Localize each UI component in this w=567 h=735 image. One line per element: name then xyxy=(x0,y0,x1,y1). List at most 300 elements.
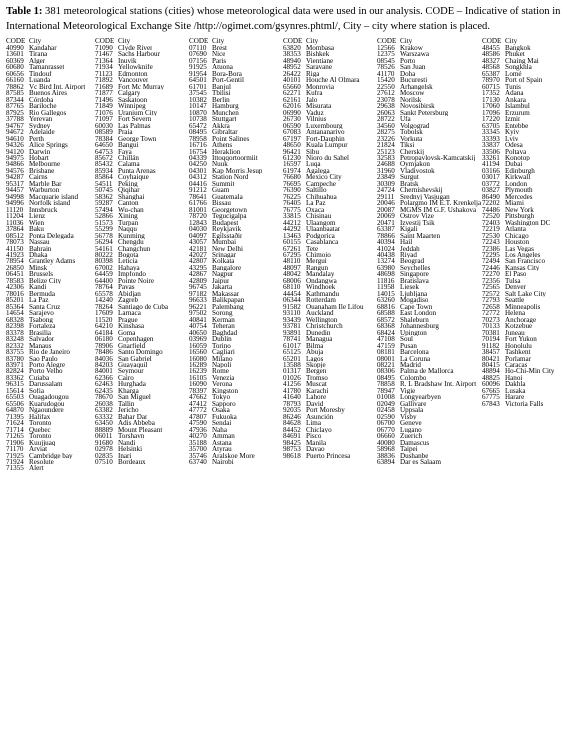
station-city: Nagpur xyxy=(212,271,234,278)
station-city: Lusaka xyxy=(505,387,526,395)
station-code: 67083 xyxy=(283,129,301,136)
station-code: 65578 xyxy=(95,290,113,298)
station-code: 08495 xyxy=(189,129,207,136)
station-code: 83971 xyxy=(6,361,24,369)
station-city: Skopje xyxy=(306,361,326,369)
station-city: Makassar xyxy=(212,290,240,298)
station-city: Osaka xyxy=(212,407,230,414)
station-city: Turpan xyxy=(118,219,139,227)
station-code: 40394 xyxy=(377,239,395,246)
station-city: Verona xyxy=(212,381,233,388)
station-code: 87765 xyxy=(6,103,24,110)
station-code: 72243 xyxy=(482,239,500,246)
station-city: Abidjan xyxy=(118,290,141,298)
station-city: Porto Alegre xyxy=(29,361,66,369)
station-city: Fort-Dauphin xyxy=(306,135,345,143)
station-code: 68816 xyxy=(377,303,395,311)
station-city: Hahaya xyxy=(118,264,140,272)
station-city: Odesa xyxy=(505,142,523,149)
station-city: Honolulu xyxy=(505,342,532,350)
station-city: Juneau xyxy=(505,329,525,337)
station-city: Vladivostok xyxy=(400,167,435,175)
station-city: Paris xyxy=(212,57,227,65)
station-city: New York xyxy=(505,206,534,214)
station-city: Ondangwa xyxy=(306,277,337,285)
station-code: 48825 xyxy=(482,374,500,382)
column-header xyxy=(377,38,482,45)
station-city: Lagos xyxy=(306,355,324,362)
station-city: Darwin xyxy=(29,148,51,155)
station-city: Kerman xyxy=(212,316,235,324)
station-city: Chaing Mai xyxy=(505,57,539,65)
table-row xyxy=(6,465,95,471)
station-city: Seattle xyxy=(505,297,525,304)
station-code: 01317 xyxy=(283,368,301,375)
station-code: 04030 xyxy=(189,226,207,233)
station-code: 63980 xyxy=(377,264,395,272)
station-code: 67665 xyxy=(482,387,500,395)
station-code: 94767 xyxy=(6,122,24,130)
station-city: Saskatoon xyxy=(118,96,148,104)
station-city: Shanghai xyxy=(118,193,145,201)
station-code: 64400 xyxy=(95,277,113,285)
station-city: Petropavlovsk-Kamcatskij xyxy=(400,154,476,162)
station-city: Novosibirsk xyxy=(400,103,435,110)
station-code: 78958 xyxy=(189,135,207,143)
station-city: Kuujjuaq xyxy=(29,439,56,447)
station-city: Palembang xyxy=(212,303,244,311)
station-code: 47772 xyxy=(189,407,207,414)
station-code: 76390 xyxy=(283,187,301,194)
station-city: Sao Paulo xyxy=(29,355,58,362)
station-code: 78670 xyxy=(95,394,113,401)
station-city: Kathmandu xyxy=(306,290,340,298)
station-code: 65387 xyxy=(482,70,500,78)
station-code: 07510 xyxy=(95,459,113,466)
station-city: Windhoek xyxy=(306,284,336,291)
station-code: 94996 xyxy=(6,200,24,207)
station-code: 68328 xyxy=(6,316,24,324)
station-city: Porto Velho xyxy=(29,368,63,375)
station-code: 85432 xyxy=(95,161,113,168)
station-city: Singapore xyxy=(400,271,429,278)
station-city: Porlamar xyxy=(505,355,532,362)
station-code: 71877 xyxy=(95,90,113,97)
station-city: Goma xyxy=(118,329,136,337)
station-code: 65660 xyxy=(283,83,301,91)
station-code: 72658 xyxy=(482,303,500,311)
station-code: 61701 xyxy=(189,83,207,91)
station-city: Santiago de Cuba xyxy=(118,303,169,311)
station-city: Campeche xyxy=(306,180,336,188)
station-city: Prague xyxy=(118,316,138,324)
station-city: Atuona xyxy=(212,64,233,71)
station-city: Toronto xyxy=(29,420,52,427)
station-code: 42027 xyxy=(189,252,207,259)
station-city: Santa Cruz xyxy=(29,303,61,311)
station-city: Akkra xyxy=(212,122,230,130)
station-code: 40841 xyxy=(189,316,207,324)
station-code: 17609 xyxy=(95,310,113,317)
station-code: 41024 xyxy=(377,245,395,252)
station-code: 04301 xyxy=(189,167,207,175)
station-city: Tamanrasset xyxy=(29,64,65,71)
station-city: Agalega xyxy=(306,167,330,175)
station-code: 71265 xyxy=(6,433,24,440)
station-code: 71924 xyxy=(6,459,24,466)
station-code: 27612 xyxy=(377,90,395,97)
station-code: 47108 xyxy=(377,336,395,343)
station-city: Pusan xyxy=(400,342,417,350)
station-city: Tokyo xyxy=(212,394,231,401)
station-code: 06770 xyxy=(377,426,395,434)
station-code: 06451 xyxy=(6,271,24,278)
station-code: 64753 xyxy=(95,148,113,155)
station-code: 72494 xyxy=(482,258,500,265)
station-code: 71395 xyxy=(6,413,24,421)
station-code: 16059 xyxy=(189,342,207,350)
station-city: Dar es Salaam xyxy=(400,459,441,466)
station-city: Kharga xyxy=(118,387,139,395)
station-city: Brisbane xyxy=(29,167,55,175)
station-code: 82398 xyxy=(6,323,24,330)
station-city: Buenos Aires xyxy=(29,90,68,97)
station-code: 84628 xyxy=(283,420,301,427)
station-city: Nandi xyxy=(118,439,136,447)
station-city: Edmonton xyxy=(118,70,148,78)
station-city: Vilnius xyxy=(306,116,327,123)
station-city: Inuvik xyxy=(118,57,137,65)
header-city: City xyxy=(400,38,413,45)
station-city: Fukuoka xyxy=(212,413,237,421)
station-code: 71076 xyxy=(95,109,113,117)
station-city: Copenhagen xyxy=(118,336,154,343)
station-code: 22550 xyxy=(377,83,395,91)
station-code: 16289 xyxy=(189,361,207,369)
station-city: Bordeaux xyxy=(118,459,146,466)
station-code: 04416 xyxy=(189,180,207,188)
header-code: CODE xyxy=(189,38,209,45)
station-code: 52866 xyxy=(95,213,113,220)
station-code: 71892 xyxy=(95,77,113,84)
station-city: Wellington xyxy=(306,316,338,324)
station-code: 60096 xyxy=(482,381,500,388)
station-city: Georgetown xyxy=(212,206,247,214)
station-code: 61017 xyxy=(283,342,301,350)
station-code: 02458 xyxy=(377,407,395,414)
station-city: Konotop xyxy=(505,154,530,162)
station-city: San Francisco xyxy=(505,258,545,265)
station-city: Mogadiso xyxy=(400,297,429,304)
station-code: 48568 xyxy=(482,64,500,71)
station-city: Winnipeg xyxy=(118,103,146,110)
station-code: 94457 xyxy=(6,187,24,194)
station-city: Uranium City xyxy=(118,109,158,117)
column-header xyxy=(189,38,283,45)
station-code: 72386 xyxy=(482,245,500,252)
station-city: Cairns xyxy=(29,174,48,181)
station-city: Luxembourg xyxy=(306,122,343,130)
station-city: Karachi xyxy=(306,387,329,395)
station-code: 85201 xyxy=(6,297,24,304)
station-code: 38836 xyxy=(377,452,395,459)
station-code: 24688 xyxy=(377,161,395,168)
station-city: Minneapolis xyxy=(505,303,541,311)
station-code: 44454 xyxy=(283,290,301,298)
station-code: 48894 xyxy=(482,368,500,375)
station-city: Tashkent xyxy=(505,349,531,356)
station-city: Longyearbyen xyxy=(400,394,441,401)
station-code: 65472 xyxy=(189,122,207,130)
station-code: 54161 xyxy=(95,245,113,252)
station-city: Bora-Bora xyxy=(212,70,242,78)
station-city: Rotterdam xyxy=(306,297,336,304)
station-code: 01026 xyxy=(283,374,301,382)
station-city: Fort Mc Murray xyxy=(118,83,165,91)
station-city: Amman xyxy=(212,433,235,440)
station-city: Sachs Harbour xyxy=(118,51,160,58)
station-city: Córdoba xyxy=(29,96,54,104)
station-city: Chimoio xyxy=(306,252,331,259)
station-city: Lomé xyxy=(505,70,522,78)
station-city: Kirkwall xyxy=(505,174,531,181)
station-city: Larnaca xyxy=(118,310,141,317)
station-code: 57494 xyxy=(95,206,113,214)
station-city: Tunis xyxy=(505,83,521,91)
header-city: City xyxy=(505,38,518,45)
station-code: 41194 xyxy=(482,161,500,168)
station-city: Warszawa xyxy=(400,51,429,58)
station-city: Toronto xyxy=(29,433,52,440)
station-city: La Paz xyxy=(306,200,326,207)
station-city: Chicago xyxy=(505,232,529,240)
station-city: Moscow xyxy=(400,90,425,97)
station-city: Bucuresti xyxy=(400,77,428,84)
station-city: Tbilisi xyxy=(212,90,231,97)
station-code: 03772 xyxy=(482,180,500,188)
station-code: 48940 xyxy=(283,57,301,65)
station-city: Podgorica xyxy=(306,232,335,240)
station-city: Las Palmas xyxy=(118,122,151,130)
station-city: Pavas xyxy=(118,284,135,291)
station-code: 66160 xyxy=(6,77,24,84)
station-city: Bratislava xyxy=(400,277,429,285)
station-city: Canton xyxy=(118,200,139,207)
station-city: Plymouth xyxy=(505,187,533,194)
station-code: 82332 xyxy=(6,342,24,350)
station-city: Bissau xyxy=(212,200,231,207)
station-code: 48952 xyxy=(283,64,301,71)
station-code: 64459 xyxy=(95,271,113,278)
station-city: San Miguel xyxy=(118,394,151,401)
station-code: 08512 xyxy=(6,232,24,240)
station-code: 42807 xyxy=(189,258,207,265)
station-code: 98618 xyxy=(283,452,301,459)
station-city: Riyad xyxy=(400,252,417,259)
station-code: 78970 xyxy=(482,77,500,84)
station-city: Salvador xyxy=(29,336,55,343)
station-code: 94326 xyxy=(6,142,24,149)
station-code: 10147 xyxy=(189,103,207,110)
station-table xyxy=(6,38,561,688)
station-city: Mumbai xyxy=(212,239,237,246)
station-code: 37788 xyxy=(6,116,24,123)
station-code: 71170 xyxy=(6,446,24,453)
station-city: Beograd xyxy=(400,258,425,265)
station-code: 62016 xyxy=(283,103,301,110)
station-city: Madrid xyxy=(400,361,421,369)
station-code: 33506 xyxy=(482,148,500,155)
station-city: Casablanca xyxy=(306,239,339,246)
station-city: Wien xyxy=(29,219,45,227)
station-code: 65506 xyxy=(6,400,24,408)
station-code: 07110 xyxy=(189,45,207,52)
station-code: 31960 xyxy=(377,167,395,175)
station-code: 71934 xyxy=(95,64,113,71)
station-city: El Paso xyxy=(505,271,527,278)
station-city: Tindouf xyxy=(29,70,52,78)
station-city: Luqa xyxy=(306,161,321,168)
station-code: 62271 xyxy=(283,90,301,97)
station-city: Dubai xyxy=(505,161,523,168)
station-city: Budapest xyxy=(212,219,239,227)
station-city: Kap Morris Jesup xyxy=(212,167,263,175)
station-city: Santo Domingo xyxy=(118,349,163,356)
station-city: Kuarudogou xyxy=(29,400,65,408)
station-code: 03017 xyxy=(482,174,500,181)
station-code: 42809 xyxy=(189,277,207,285)
station-city: Houche Al Olmara xyxy=(306,77,360,84)
station-code: 67261 xyxy=(283,245,301,252)
station-city: Tobolsk xyxy=(400,129,423,136)
station-city: Faya xyxy=(118,148,132,155)
station-code: 72572 xyxy=(482,290,500,298)
station-code: 17352 xyxy=(482,90,500,97)
station-code: 67197 xyxy=(283,135,301,143)
station-code: 47590 xyxy=(189,420,207,427)
station-code: 04312 xyxy=(189,174,207,181)
station-code: 94610 xyxy=(6,135,24,143)
station-code: 72202 xyxy=(482,200,500,207)
station-city: Resolute xyxy=(29,459,54,466)
station-city: La Coruna xyxy=(400,355,431,362)
station-city: Ouanaham Ile Lifou xyxy=(306,303,364,311)
station-code: 62366 xyxy=(95,374,113,382)
station-code: 78397 xyxy=(189,387,207,395)
station-city: Coyhaique xyxy=(118,174,149,181)
station-code: 70273 xyxy=(482,316,500,324)
station-city: Polargmo IM E.T. Krenkelja xyxy=(400,200,482,207)
station-code: 78906 xyxy=(95,342,113,350)
station-code: 47159 xyxy=(377,342,395,350)
station-city: Jeddah xyxy=(400,245,420,252)
station-code: 54511 xyxy=(95,180,113,188)
table-column xyxy=(283,38,377,688)
station-city: Chihuahua xyxy=(306,193,337,201)
station-code: 83780 xyxy=(6,355,24,362)
station-city: Ponta Delegada xyxy=(29,232,74,240)
station-city: Colombo xyxy=(400,374,427,382)
station-city: Warburton xyxy=(29,187,60,194)
station-city: MGMS IM G.F. Ushakova xyxy=(400,206,477,214)
station-city: Washington DC xyxy=(505,219,551,227)
station-code: 29111 xyxy=(377,193,395,201)
station-city: Station Nord xyxy=(212,174,249,181)
station-code: 48110 xyxy=(283,258,301,265)
station-city: Vancouver xyxy=(118,77,149,84)
station-code: 55299 xyxy=(95,226,113,233)
station-code: 41640 xyxy=(283,394,301,401)
station-code: 33345 xyxy=(482,129,500,136)
station-code: 42867 xyxy=(189,271,207,278)
station-city: Davao xyxy=(306,446,325,453)
station-code: 40438 xyxy=(377,252,395,259)
station-code: 14015 xyxy=(377,290,395,298)
station-city: Grantley Adams xyxy=(29,258,76,265)
station-city: Adana xyxy=(505,90,524,97)
station-code: 37545 xyxy=(189,90,207,97)
station-code: 48698 xyxy=(377,271,395,278)
header-code: CODE xyxy=(377,38,397,45)
station-code: 61230 xyxy=(283,154,301,162)
station-code: 71925 xyxy=(6,452,24,459)
station-code: 38353 xyxy=(283,51,301,58)
table-row xyxy=(482,401,561,407)
station-city: Port of Spain xyxy=(505,77,543,84)
station-city: Erzurum xyxy=(505,109,530,117)
station-code: 63450 xyxy=(95,420,113,427)
station-city: Dushanbe xyxy=(400,452,429,459)
station-city: Srednyj Vasjugan xyxy=(400,193,450,201)
station-city: Alger xyxy=(29,57,46,65)
station-city: Volgograd xyxy=(400,122,430,130)
station-city: Munchen xyxy=(212,109,239,117)
station-city: Hamburg xyxy=(212,103,239,110)
station-code: 80222 xyxy=(95,252,113,259)
station-code: 63260 xyxy=(377,297,395,304)
station-city: Seychelles xyxy=(400,264,431,272)
station-city: Taipei xyxy=(400,446,418,453)
station-code: 41923 xyxy=(6,252,24,259)
station-city: Yerevan xyxy=(29,116,53,123)
station-city: Phuket xyxy=(505,51,525,58)
station-city: Praia xyxy=(118,129,133,136)
station-city: New Delhi xyxy=(212,245,243,252)
station-code: 96633 xyxy=(189,297,207,304)
station-code: 33393 xyxy=(482,135,500,143)
station-code: 14654 xyxy=(6,310,24,317)
station-city: Manila xyxy=(306,439,327,447)
station-city: Perth xyxy=(29,135,44,143)
station-city: Dakhla xyxy=(505,381,526,388)
station-city: Vc Bird Int. Airport xyxy=(29,83,86,91)
table-column xyxy=(189,38,283,688)
station-code: 70194 xyxy=(482,336,500,343)
station-code: 63820 xyxy=(283,45,301,52)
station-city: Rio Gallegos xyxy=(29,109,67,117)
station-code: 94120 xyxy=(6,148,24,155)
station-code: 91680 xyxy=(95,439,113,447)
station-code: 16105 xyxy=(189,374,207,382)
station-city: Yellowknife xyxy=(118,64,153,71)
station-code: 08001 xyxy=(377,355,395,362)
station-code: 91925 xyxy=(189,64,207,71)
station-code: 48042 xyxy=(283,271,301,278)
station-city: Palma de Mallorca xyxy=(400,368,454,375)
station-code: 84036 xyxy=(95,355,113,362)
station-code: 62435 xyxy=(95,387,113,395)
station-city: Fort Severn xyxy=(118,116,152,123)
